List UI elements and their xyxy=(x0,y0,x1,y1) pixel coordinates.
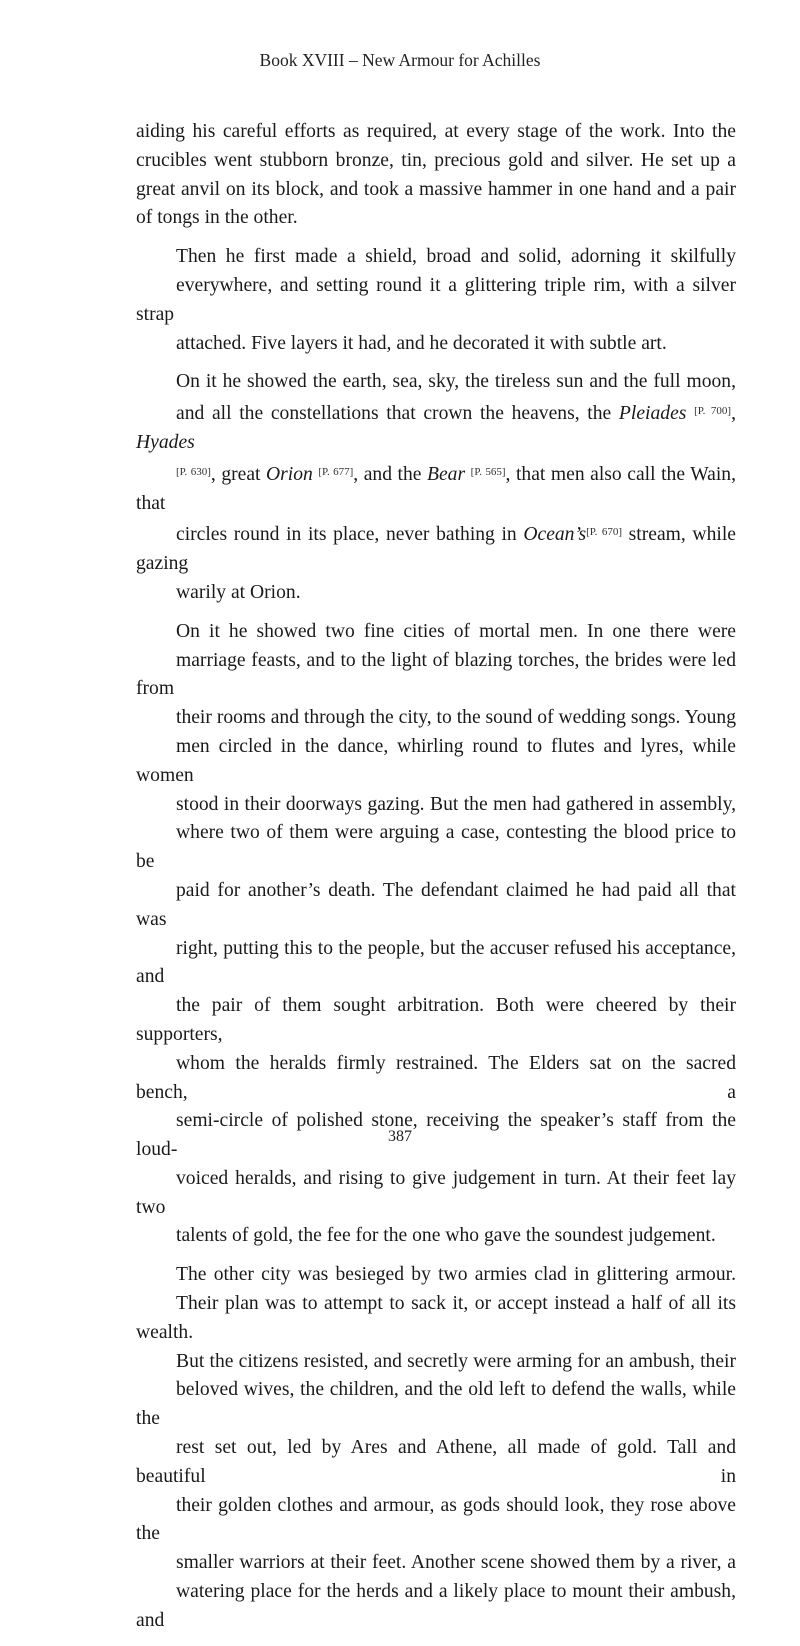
page-reference[interactable]: [P. 677] xyxy=(318,465,354,478)
text-line: On it he showed the earth, sea, sky, the tireless sun and the full moon, xyxy=(176,371,736,393)
text-line: talents of gold, the fee for the one who gave the soundest judgement. xyxy=(176,1225,716,1247)
text-line: But the citizens resisted, and secretly were arming for an ambush, their xyxy=(176,1350,736,1372)
text-line: aiding his careful efforts as required, at every stage of the work. Into the xyxy=(136,121,736,142)
text-line: voiced heralds, and rising to give judgement in turn. At their feet lay two xyxy=(136,1167,736,1218)
text-run: stream, while gazing xyxy=(136,524,736,575)
text-line: right, putting this to the people, but the accuser refused his acceptance, and xyxy=(136,937,736,988)
text-line: crucibles went stubborn bronze, tin, precious gold and silver. He set up a xyxy=(136,149,736,171)
text-run: circles round in its place, never bathing in xyxy=(176,524,524,546)
text-run: , great xyxy=(210,463,267,485)
hyades-link[interactable]: Hyades xyxy=(136,431,195,453)
page-reference[interactable]: [P. 700] xyxy=(694,405,732,418)
text-line: great anvil on its block, and took a massive hammer in one hand and a pair xyxy=(136,178,736,200)
text-line: the pair of them sought arbitration. Both were cheered by their supporters, xyxy=(136,995,736,1045)
ocean-link[interactable]: Ocean’s xyxy=(523,524,587,546)
text-run: , that men also call the Wain, that xyxy=(136,463,736,514)
text-line: semi-circle of polished stone, receiving the speaker’s staff from the loud- xyxy=(136,1110,736,1161)
text-line xyxy=(136,397,736,458)
page-reference[interactable]: [P. 670] xyxy=(586,526,623,539)
running-header: Book XVIII – New Armour for Achilles xyxy=(259,50,541,70)
text-line: smaller warriors at their feet. Another scene showed them by a river, a xyxy=(176,1552,736,1574)
paragraph-3 xyxy=(136,368,736,607)
pleiades-link[interactable]: Pleiades xyxy=(618,403,687,425)
page-reference[interactable]: [P. 630] xyxy=(176,465,211,478)
text-line xyxy=(136,458,736,519)
text-line: beloved wives, the children, and the old left to defend the walls, while the xyxy=(136,1379,736,1430)
page-body xyxy=(136,118,736,1646)
paragraph-5 xyxy=(136,1261,736,1635)
text-line: The other city was besieged by two armies clad in glittering armour. xyxy=(176,1264,736,1286)
text-line: where two of them were arguing a case, contesting the blood price to be xyxy=(136,822,736,873)
text-line: their golden clothes and armour, as gods should look, they rose above the xyxy=(136,1494,736,1545)
page-reference[interactable]: [P. 565] xyxy=(470,465,506,478)
text-line: their rooms and through the city, to the sound of wedding songs. Young xyxy=(176,707,736,729)
text-line: whom the heralds firmly restrained. The Elders sat on the sacred bench, a xyxy=(136,1052,736,1103)
text-line: everywhere, and setting round it a glittering triple rim, with a silver strap xyxy=(136,274,736,325)
text-line: Their plan was to attempt to sack it, or accept instead a half of all its wealth. xyxy=(136,1293,736,1343)
paragraph-2 xyxy=(136,243,736,358)
text-line: Then he first made a shield, broad and solid, adorning it skilfully xyxy=(176,246,736,268)
text-run: , and the xyxy=(353,463,428,485)
text-run: , xyxy=(731,403,736,425)
paragraph-1 xyxy=(136,118,736,233)
text-line xyxy=(136,518,736,579)
text-line: watering place for the herds and a likely place to mount their ambush, and xyxy=(136,1581,736,1631)
paragraph-4 xyxy=(136,618,736,1252)
page-number: 387 xyxy=(388,1128,412,1145)
text-line: warily at Orion. xyxy=(176,581,301,603)
text-line: marriage feasts, and to the light of blazing torches, the brides were led from xyxy=(136,649,736,700)
text-line: stood in their doorways gazing. But the men had gathered in assembly, xyxy=(176,793,736,815)
text-line: attached. Five layers it had, and he decorated it with subtle art. xyxy=(176,332,667,354)
text-line: of tongs in the other. xyxy=(136,207,298,229)
text-line: rest set out, led by Ares and Athene, all made of gold. Tall and beautiful in xyxy=(136,1437,736,1487)
orion-link[interactable]: Orion xyxy=(266,463,313,485)
text-line: paid for another’s death. The defendant claimed he had paid all that was xyxy=(136,879,736,930)
text-line: On it he showed two fine cities of mortal men. In one there were xyxy=(176,620,736,642)
text-run: and all the constellations that crown the heavens, the xyxy=(176,403,619,425)
bear-link[interactable]: Bear xyxy=(427,463,466,485)
text-line: men circled in the dance, whirling round to flutes and lyres, while women xyxy=(136,735,736,786)
